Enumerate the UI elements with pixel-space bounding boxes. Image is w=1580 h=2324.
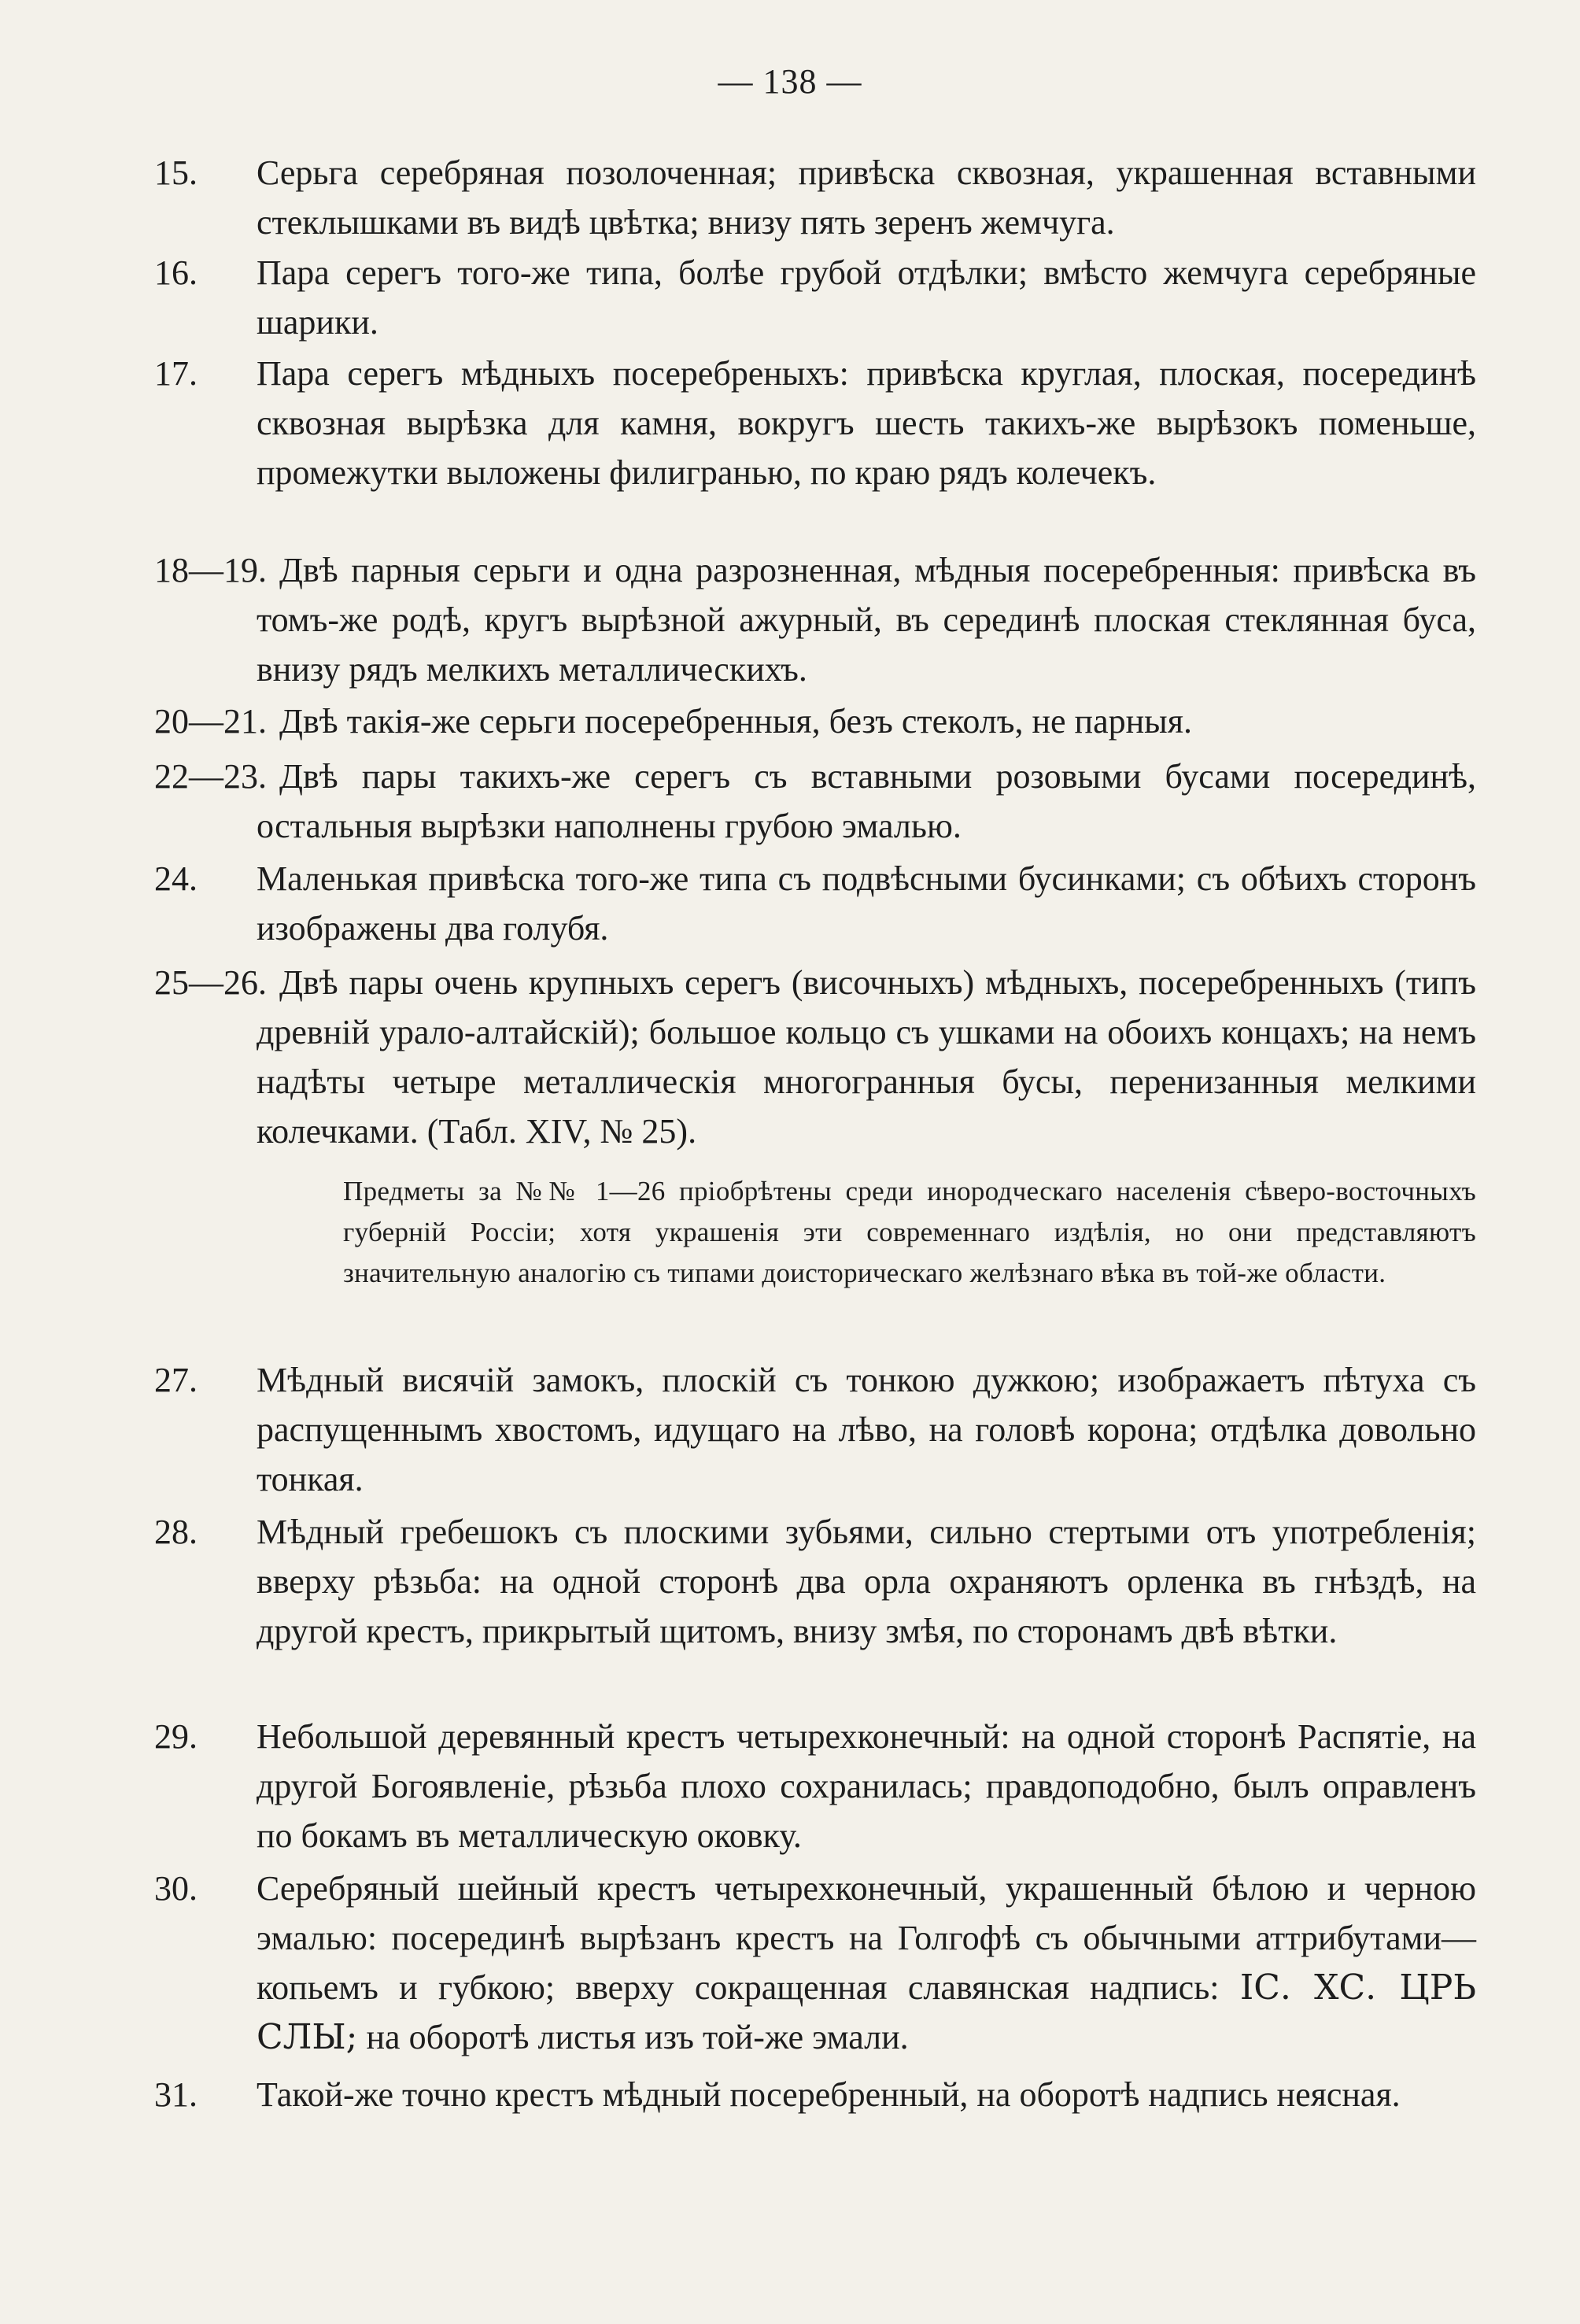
catalog-entry-22-23 xyxy=(154,752,1476,851)
catalog-entry-24 xyxy=(154,854,1476,953)
entry-number: 31. xyxy=(154,2075,198,2114)
catalog-entry-31 xyxy=(154,2070,1476,2119)
entry-text: Мѣдный висячій замокъ, плоскій съ тонкою дужкою; изображаетъ пѣтуха съ распущеннымъ хвостомъ, идущаго на лѣво, на головѣ корона; отдѣлка довольно тонкая. xyxy=(257,1361,1476,1498)
catalog-entry-28 xyxy=(154,1507,1476,1656)
entry-text: Маленькая привѣска того-же типа съ подвѣсными бусинками; съ обѣихъ сторонъ изображены два голубя. xyxy=(257,859,1476,948)
entry-text: Двѣ пары такихъ-же серегъ съ вставными розовыми бусами посерединѣ, остальныя вырѣзки наполнены грубою эмалью. xyxy=(257,757,1476,845)
provenance-note xyxy=(257,1171,1476,1294)
page-number: — 138 — xyxy=(718,62,862,101)
entry-text: Пара серегъ того-же типа, болѣе грубой отдѣлки; вмѣсто жемчуга серебряные шарики. xyxy=(257,253,1476,342)
entry-text: Серебряный шейный крестъ четырехконечный, украшенный бѣлою и черною эмалью: посерединѣ вырѣзанъ крестъ на Голгофѣ съ обычными аттрибутами—копьемъ и губкою; вверху сокращенная славянская надпись: xyxy=(257,1869,1476,2007)
catalog-entry-27 xyxy=(154,1355,1476,1504)
catalog-entry-17 xyxy=(154,349,1476,497)
entry-text: Двѣ парныя серьги и одна разрозненная, мѣдныя посеребренныя: привѣска въ томъ-же родѣ, кругъ вырѣзной ажурный, въ серединѣ плоская стеклянная буса, внизу рядъ мелкихъ металлическихъ. xyxy=(257,551,1476,689)
entry-number: 15. xyxy=(154,153,198,192)
entry-text: Серьга серебряная позолоченная; привѣска сквозная, украшенная вставными стеклышками въ видѣ цвѣтка; внизу пять зеренъ жемчуга. xyxy=(257,153,1476,242)
entry-text: Такой-же точно крестъ мѣдный посеребренный, на оборотѣ надпись неясная. xyxy=(257,2075,1401,2114)
entry-number: 22—23. xyxy=(154,757,267,796)
catalog-entry-18-19 xyxy=(154,545,1476,694)
church-slavonic-inscription: ІС. ХС. ЦРЬ СЛЫ; xyxy=(257,1967,1477,2057)
entry-number: 24. xyxy=(154,859,198,898)
entry-number: 20—21. xyxy=(154,702,267,741)
entry-text: Небольшой деревянный крестъ четырехконечный: на одной сторонѣ Распятіе, на другой Богоявленіе, рѣзьба плохо сохранилась; правдоподобно, былъ оправленъ по бокамъ въ металлическую оковку. xyxy=(257,1717,1476,1855)
entry-text: Двѣ пары очень крупныхъ серегъ (височныхъ) мѣдныхъ, посеребренныхъ (типъ древній урало-алтайскій); большое кольцо съ ушками на обоихъ концахъ; на немъ надѣты четыре металлическія многогранныя бусы, перенизанныя мелкими колечками. (Табл. XIV, № 25). xyxy=(257,963,1476,1151)
entry-number: 17. xyxy=(154,354,198,393)
entry-number: 28. xyxy=(154,1513,198,1551)
entry-number: 16. xyxy=(154,253,198,292)
catalog-entry-15 xyxy=(154,148,1476,247)
entry-number: 30. xyxy=(154,1869,198,1908)
entry-text: Двѣ такія-же серьги посеребренныя, безъ стеколъ, не парныя. xyxy=(279,702,1192,741)
entry-number: 18—19. xyxy=(154,551,267,589)
entry-text: Пара серегъ мѣдныхъ посеребреныхъ: привѣска круглая, плоская, посерединѣ сквозная вырѣзка для камня, вокругъ шесть такихъ-же вырѣзокъ поменьше, промежутки выложены филигранью, по краю рядъ колечекъ. xyxy=(257,354,1476,492)
entry-number: 25—26. xyxy=(154,963,267,1002)
catalog-entry-20-21 xyxy=(154,696,1476,746)
note-text: Предметы за №№ 1—26 пріобрѣтены среди инородческаго населенія сѣверо-восточныхъ губерній Россіи; хотя украшенія эти современнаго издѣлія, но они представляютъ значительную аналогію съ типами доисторическаго желѣзнаго вѣка въ той-же области. xyxy=(343,1176,1476,1288)
catalog-entry-25-26 xyxy=(154,958,1476,1156)
entry-text: Мѣдный гребешокъ съ плоскими зубьями, сильно стертыми отъ употребленія; вверху рѣзьба: на одной сторонѣ два орла охраняютъ орленка въ гнѣздѣ, на другой крестъ, прикрытый щитомъ, внизу змѣя, по сторонамъ двѣ вѣтки. xyxy=(257,1513,1476,1650)
catalog-entry-29 xyxy=(154,1712,1476,1860)
entry-text-continued: на оборотѣ листья изъ той-же эмали. xyxy=(366,2018,909,2056)
catalog-entry-16 xyxy=(154,248,1476,347)
entry-number: 29. xyxy=(154,1717,198,1756)
entry-number: 27. xyxy=(154,1361,198,1399)
catalog-entry-30 xyxy=(154,1864,1476,2062)
